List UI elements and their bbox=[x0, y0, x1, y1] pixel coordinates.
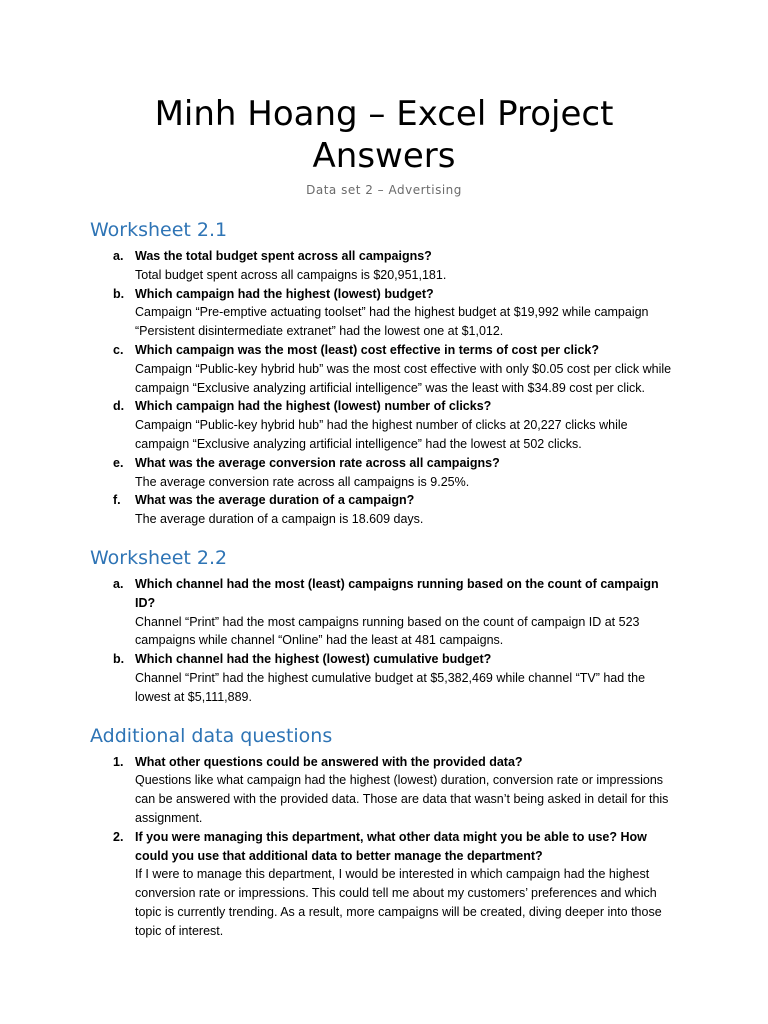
list-item bbox=[90, 575, 678, 650]
answer-text: Questions like what campaign had the highest (lowest) duration, conversion rate or impressions can be answered with the provided data. Those are data that wasn’t being asked in detail for this assignment. bbox=[135, 773, 669, 825]
title-line-2: Answers bbox=[312, 136, 456, 176]
list-marker: 2. bbox=[113, 829, 124, 844]
list-item bbox=[90, 753, 678, 828]
document-subtitle: Data set 2 – Advertising bbox=[306, 183, 462, 197]
question-text: Which campaign was the most (least) cost effective in terms of cost per click? bbox=[135, 342, 600, 357]
answer-text: Campaign “Pre-emptive actuating toolset” had the highest budget at $19,992 while campaign “Persistent disintermediate extranet” had the lowest one at $1,012. bbox=[135, 305, 649, 339]
answer-text: The average duration of a campaign is 18.609 days. bbox=[135, 512, 424, 527]
list-item bbox=[90, 397, 678, 453]
question-text: What was the average duration of a campaign? bbox=[135, 493, 415, 508]
section-heading: Worksheet 2.1 bbox=[90, 219, 228, 241]
list-item bbox=[90, 247, 678, 285]
list-item bbox=[90, 454, 678, 492]
question-text: Which channel had the most (least) campaigns running based on the count of campaign ID? bbox=[135, 576, 659, 610]
list-marker: 1. bbox=[113, 754, 124, 769]
list-marker: d. bbox=[113, 399, 125, 414]
question-text: What other questions could be answered with the provided data? bbox=[135, 754, 523, 769]
title-line-1: Minh Hoang – Excel Project bbox=[154, 94, 614, 134]
question-text: If you were managing this department, what other data might you be able to use? How could you use that additional data to better manage the department? bbox=[135, 829, 647, 863]
section-worksheet-2-1 bbox=[90, 217, 678, 529]
answer-text: The average conversion rate across all campaigns is 9.25%. bbox=[135, 474, 470, 489]
question-list bbox=[90, 247, 678, 529]
question-text: What was the average conversion rate across all campaigns? bbox=[135, 455, 500, 470]
answer-text: If I were to manage this department, I would be interested in which campaign had the highest conversion rate or impressions. This could tell me about my customers’ preferences and which topic is currently trending. As a result, more campaigns will be created, diving deeper into those topic of interest. bbox=[135, 867, 662, 938]
section-heading: Additional data questions bbox=[90, 724, 333, 747]
question-text: Which channel had the highest (lowest) cumulative budget? bbox=[135, 652, 492, 667]
list-marker: f. bbox=[113, 493, 121, 508]
list-item bbox=[90, 650, 678, 706]
list-item bbox=[90, 341, 678, 397]
answer-text: Campaign “Public-key hybrid hub” was the most cost effective with only $0.05 cost per click while campaign “Exclusive analyzing artificial intelligence” was the least with $34.89 cost per click. bbox=[135, 361, 672, 395]
answer-text: Total budget spent across all campaigns is $20,951,181. bbox=[135, 267, 447, 282]
question-text: Which campaign had the highest (lowest) budget? bbox=[135, 286, 434, 301]
question-list bbox=[90, 575, 678, 707]
section-additional-data-questions bbox=[90, 723, 678, 941]
answer-text: Channel “Print” had the highest cumulative budget at $5,382,469 while channel “TV” had the lowest at $5,111,889. bbox=[135, 670, 646, 704]
list-marker: c. bbox=[113, 342, 124, 357]
section-heading: Worksheet 2.2 bbox=[90, 546, 228, 569]
list-marker: b. bbox=[113, 286, 125, 301]
list-marker: a. bbox=[113, 249, 124, 263]
list-item bbox=[90, 828, 678, 941]
list-item bbox=[90, 285, 678, 341]
question-list bbox=[90, 753, 678, 941]
list-item bbox=[90, 491, 678, 529]
list-marker: e. bbox=[113, 455, 124, 470]
list-marker: b. bbox=[113, 652, 125, 667]
list-marker: a. bbox=[113, 576, 124, 591]
question-text: Which campaign had the highest (lowest) number of clicks? bbox=[135, 399, 492, 414]
question-text: Was the total budget spent across all campaigns? bbox=[135, 249, 432, 263]
document-title bbox=[90, 0, 678, 177]
answer-text: Campaign “Public-key hybrid hub” had the highest number of clicks at 20,227 clicks while campaign “Exclusive analyzing artificial intelligence” had the lowest at 502 clicks. bbox=[135, 418, 628, 451]
answer-text: Channel “Print” had the most campaigns running based on the count of campaign ID at 523 campaigns while channel “Online” had the least at 481 campaigns. bbox=[135, 614, 640, 648]
section-worksheet-2-2 bbox=[90, 545, 678, 707]
